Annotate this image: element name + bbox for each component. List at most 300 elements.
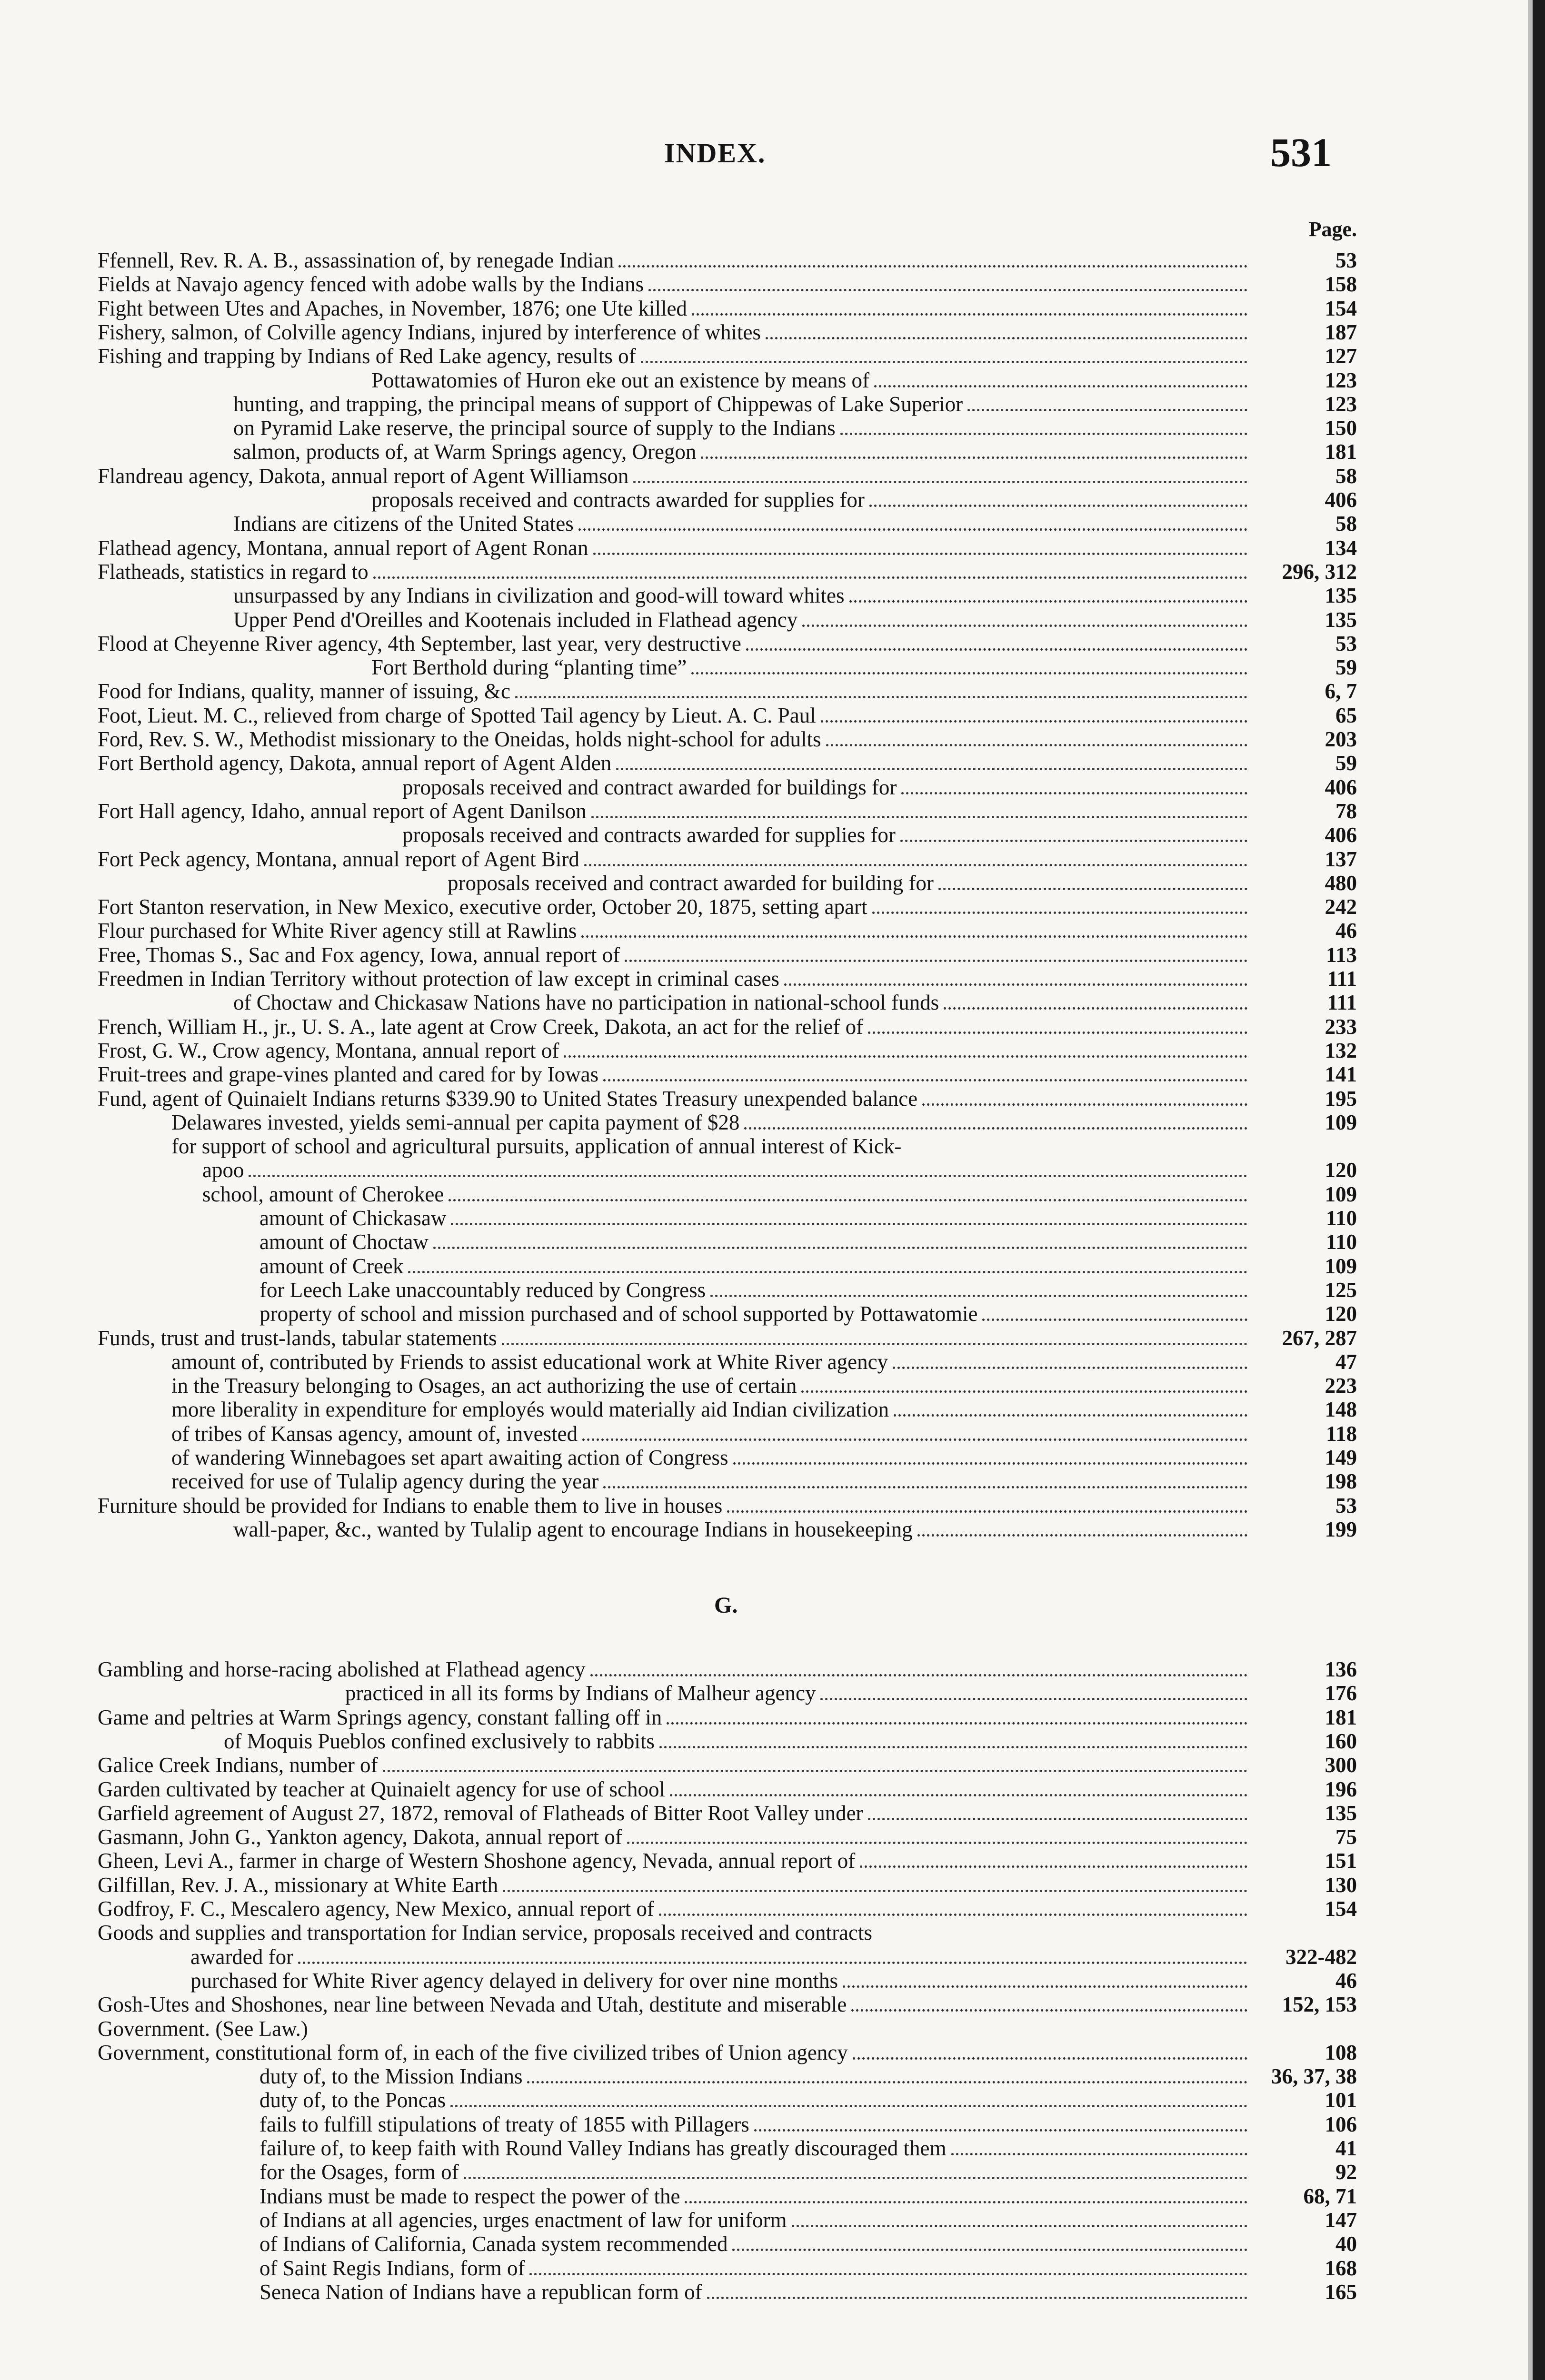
index-entry: [0, 416, 1545, 440]
entry-text: Gasmann, John G., Yankton agency, Dakota, annual report of: [98, 1825, 622, 1849]
dot-leader: [603, 1486, 1247, 1488]
entry-text-line: [98, 943, 1252, 967]
dot-leader: [503, 1890, 1247, 1892]
entry-text-line: [98, 1801, 1252, 1825]
entry-page-ref: 223: [1325, 1374, 1357, 1398]
dot-leader: [692, 313, 1247, 316]
dot-leader: [840, 433, 1247, 435]
entry-text-line: [98, 272, 1252, 297]
entry-text-line: [171, 1134, 1252, 1158]
entry-text: amount of Chickasaw: [259, 1206, 447, 1230]
index-entry: [0, 775, 1545, 799]
entry-page-ref: 75: [1336, 1825, 1357, 1849]
entry-text-line: [171, 1374, 1252, 1398]
entry-text-line: [98, 847, 1252, 872]
dot-leader: [917, 1534, 1247, 1537]
entry-page-ref: 109: [1325, 1111, 1357, 1134]
dot-leader: [450, 2105, 1247, 2107]
entry-text: failure of, to keep faith with Round Valley Indians has greatly discouraged them: [259, 2136, 947, 2160]
entry-text: French, William H., jr., U. S. A., late agent at Crow Creek, Dakota, an act for the relief of: [98, 1015, 864, 1039]
index-entry: [0, 1873, 1545, 1897]
entry-text-line: [98, 704, 1252, 728]
entry-text-line: [402, 823, 1252, 847]
dot-leader: [872, 912, 1247, 914]
entry-text-line: [259, 2280, 1252, 2304]
entry-text-line: [259, 1254, 1252, 1279]
entry-text: for support of school and agricultural pursuits, application of annual interest of Kick-: [171, 1134, 902, 1158]
index-entry: [0, 2160, 1545, 2184]
entry-page-ref: 195: [1325, 1087, 1357, 1111]
dot-leader: [893, 1367, 1247, 1369]
section-letter-g: G.: [714, 1593, 738, 1618]
index-entry: [0, 847, 1545, 871]
dot-leader: [710, 1295, 1247, 1297]
entry-text: Indians are citizens of the United States: [233, 512, 574, 536]
entry-page-ref: 65: [1336, 704, 1357, 727]
index-entry: [0, 512, 1545, 536]
index-entry: [0, 1039, 1545, 1062]
index-entry: [0, 799, 1545, 823]
entry-page-ref: 296, 312: [1282, 560, 1357, 584]
entry-text: Government, constitutional form of, in each of the five civilized tribes of Union agency: [98, 2041, 848, 2064]
entry-text: Fishery, salmon, of Colville agency Indians, injured by interference of whites: [98, 320, 761, 344]
dot-leader: [868, 1031, 1247, 1034]
index-entry: [0, 1469, 1545, 1493]
index-entry: [0, 1278, 1545, 1302]
index-entry: [0, 1706, 1545, 1729]
entry-text-line: [259, 2064, 1252, 2089]
dot-leader: [449, 1199, 1247, 1201]
dot-leader: [618, 265, 1247, 268]
dot-leader: [820, 1698, 1247, 1700]
entry-text: Ford, Rev. S. W., Methodist missionary to the Oneidas, holds night-school for adults: [98, 727, 821, 751]
entry-page-ref: 106: [1325, 2112, 1357, 2136]
entry-text-line: [98, 297, 1252, 321]
entry-page-ref: 59: [1336, 751, 1357, 775]
entry-text: amount of, contributed by Friends to assist educational work at White River agency: [171, 1350, 888, 1374]
index-entry: [0, 2112, 1545, 2136]
entry-text-line: [259, 2232, 1252, 2256]
dot-leader: [802, 625, 1247, 627]
entry-page-ref: 181: [1325, 1706, 1357, 1729]
entry-text-line: [233, 512, 1252, 536]
entry-text-line: [98, 967, 1252, 991]
entry-page-ref: 78: [1336, 799, 1357, 823]
entry-text-line: [98, 248, 1252, 273]
index-entry: [0, 1921, 1545, 1944]
entry-text: of Indians of California, Canada system recommended: [259, 2232, 728, 2256]
dot-leader: [733, 1462, 1247, 1465]
index-entry: [0, 991, 1545, 1014]
entry-text: Pottawatomies of Huron eke out an existence by means of: [371, 368, 869, 392]
entry-page-ref: 68, 71: [1303, 2184, 1357, 2208]
entry-page-ref: 300: [1325, 1753, 1357, 1777]
entry-page-ref: 233: [1325, 1015, 1357, 1039]
entry-text-line: [448, 871, 1252, 895]
entry-text: for Leech Lake unaccountably reduced by Congress: [259, 1278, 706, 1302]
entry-text-line: [98, 536, 1252, 560]
entry-page-ref: 137: [1325, 847, 1357, 871]
entry-page-ref: 36, 37, 38: [1271, 2064, 1357, 2088]
entry-text-line: [98, 1039, 1252, 1063]
dot-leader: [667, 1722, 1247, 1725]
entry-page-ref: 120: [1325, 1302, 1357, 1326]
entry-page-ref: 154: [1325, 1897, 1357, 1921]
entry-page-ref: 125: [1325, 1278, 1357, 1302]
entry-page-ref: 141: [1325, 1062, 1357, 1086]
entry-text-line: [224, 1729, 1252, 1754]
dot-leader: [641, 361, 1247, 363]
entry-page-ref: 109: [1325, 1182, 1357, 1206]
index-entry: [0, 536, 1545, 560]
entry-text-line: [171, 1111, 1252, 1135]
entry-page-ref: 165: [1325, 2280, 1357, 2304]
dot-leader: [515, 696, 1247, 698]
entry-page-ref: 158: [1325, 272, 1357, 296]
entry-page-ref: 113: [1326, 943, 1357, 967]
entry-page-ref: 135: [1325, 1801, 1357, 1825]
dot-leader: [951, 2153, 1247, 2155]
entry-text: duty of, to the Mission Indians: [259, 2064, 523, 2088]
index-entry: [0, 608, 1545, 632]
entry-text-line: [371, 368, 1252, 393]
entry-page-ref: 46: [1336, 919, 1357, 942]
entry-page-ref: 176: [1325, 1681, 1357, 1705]
entry-text-line: [371, 488, 1252, 512]
index-entry: [0, 1897, 1545, 1921]
index-entry: [0, 1993, 1545, 2016]
entry-text-line: [190, 1969, 1252, 1993]
index-entry: [0, 2088, 1545, 2112]
index-entry: [0, 895, 1545, 919]
entry-page-ref: 6, 7: [1325, 679, 1357, 703]
dot-leader: [502, 1343, 1247, 1345]
entry-text-line: [98, 751, 1252, 775]
entry-page-ref: 242: [1325, 895, 1357, 919]
entry-text-line: [171, 1350, 1252, 1374]
dot-leader: [451, 1223, 1247, 1225]
index-entry: [0, 1657, 1545, 1681]
page-title: INDEX.: [664, 138, 766, 169]
entry-text: Foot, Lieut. M. C., relieved from charge of Spotted Tail agency by Lieut. A. C. Paul: [98, 704, 816, 727]
dot-leader: [851, 2009, 1247, 2012]
entry-text: Fishing and trapping by Indians of Red Lake agency, results of: [98, 344, 636, 368]
entry-text-line: [259, 2112, 1252, 2137]
index-entry: [0, 1182, 1545, 1206]
entry-text-line: [98, 895, 1252, 919]
entry-text-line: [98, 1897, 1252, 1921]
entry-page-ref: 58: [1336, 512, 1357, 536]
index-entry: [0, 1517, 1545, 1541]
dot-leader: [853, 2057, 1247, 2060]
entry-text: Seneca Nation of Indians have a republican form of: [259, 2280, 702, 2304]
entry-text-line: [171, 1469, 1252, 1494]
entry-page-ref: 147: [1325, 2208, 1357, 2232]
entry-text-line: [98, 1062, 1252, 1087]
entry-text-line: [98, 1494, 1252, 1518]
entry-text-line: [98, 464, 1252, 488]
dot-leader: [627, 1842, 1247, 1844]
entry-text-line: [98, 2017, 1252, 2041]
entry-text: Food for Indians, quality, manner of issuing, &c: [98, 679, 510, 703]
dot-leader: [464, 2177, 1247, 2179]
index-entry: [0, 1801, 1545, 1825]
entry-text: proposals received and contract awarded for building for: [448, 871, 934, 895]
entry-page-ref: 149: [1325, 1446, 1357, 1469]
entry-page-ref: 199: [1325, 1517, 1357, 1541]
entry-page-ref: 123: [1325, 368, 1357, 392]
entry-text: fails to fulfill stipulations of treaty of 1855 with Pillagers: [259, 2112, 749, 2136]
entry-text: Funds, trust and trust-lands, tabular statements: [98, 1326, 497, 1350]
dot-leader: [967, 409, 1247, 411]
entry-text-line: [98, 919, 1252, 943]
dot-leader: [408, 1271, 1247, 1273]
entry-page-ref: 53: [1336, 1494, 1357, 1517]
entry-page-ref: 101: [1325, 2088, 1357, 2112]
entry-text-line: [345, 1681, 1252, 1706]
entry-page-ref: 148: [1325, 1398, 1357, 1421]
dot-leader: [843, 1985, 1247, 1988]
entry-text: purchased for White River agency delayed in delivery for over nine months: [190, 1969, 838, 1993]
index-entry: [0, 823, 1545, 847]
entry-text: Garden cultivated by teacher at Quinaielt agency for use of school: [98, 1777, 666, 1801]
entry-text-line: [98, 1326, 1252, 1350]
dot-leader: [938, 888, 1247, 890]
index-entry: [0, 560, 1545, 584]
entry-page-ref: 198: [1325, 1469, 1357, 1493]
entry-text: in the Treasury belonging to Osages, an act authorizing the use of certain: [171, 1374, 797, 1398]
index-entry: [0, 2208, 1545, 2232]
entry-text: proposals received and contracts awarded for supplies for: [402, 823, 896, 847]
entry-text-line: [371, 655, 1252, 680]
entry-page-ref: 480: [1325, 871, 1357, 895]
dot-leader: [648, 289, 1247, 291]
entry-text: Frost, G. W., Crow agency, Montana, annual report of: [98, 1039, 559, 1062]
entry-text-line: [202, 1158, 1252, 1182]
dot-leader: [982, 1319, 1247, 1321]
entry-text-line: [233, 392, 1252, 416]
entry-text: amount of Choctaw: [259, 1230, 429, 1254]
entry-text: Game and peltries at Warm Springs agency, constant falling off in: [98, 1706, 662, 1729]
entry-text-line: [190, 1945, 1252, 1969]
index-entry: [0, 2256, 1545, 2280]
entry-text: Gambling and horse-racing abolished at Flathead agency: [98, 1657, 586, 1681]
index-entry: [0, 632, 1545, 655]
entry-page-ref: 132: [1325, 1039, 1357, 1062]
dot-leader: [744, 1127, 1247, 1130]
dot-leader: [582, 1438, 1247, 1441]
entry-text: proposals received and contracts awarded for supplies for: [371, 488, 865, 512]
entry-page-ref: 46: [1336, 1969, 1357, 1993]
entry-page-ref: 136: [1325, 1657, 1357, 1681]
entry-text: Furniture should be provided for Indians to enable them to live in houses: [98, 1494, 723, 1517]
index-entry: [0, 1350, 1545, 1374]
entry-text-line: [98, 1921, 1252, 1944]
index-entry: [0, 344, 1545, 368]
entry-page-ref: 118: [1326, 1422, 1357, 1446]
index-entry: [0, 1494, 1545, 1517]
entry-page-ref: 134: [1325, 536, 1357, 560]
entry-text: Fund, agent of Quinaielt Indians returns $339.90 to United States Treasury unexpended balance: [98, 1087, 918, 1111]
index-entry: [0, 1398, 1545, 1421]
index-entry: [0, 1230, 1545, 1254]
entry-page-ref: 111: [1327, 991, 1357, 1014]
entry-text-line: [402, 775, 1252, 800]
entry-text-line: [98, 1849, 1252, 1873]
entry-page-ref: 151: [1325, 1849, 1357, 1873]
entry-text: amount of Creek: [259, 1254, 404, 1278]
dot-leader: [616, 768, 1247, 770]
entry-page-ref: 59: [1336, 655, 1357, 679]
entry-page-ref: 92: [1336, 2160, 1357, 2184]
entry-text-line: [259, 2088, 1252, 2112]
entry-text: of Choctaw and Chickasaw Nations have no participation in national-school funds: [233, 991, 939, 1014]
dot-leader: [691, 672, 1247, 674]
index-entry: [0, 440, 1545, 464]
dot-leader: [922, 1103, 1247, 1106]
index-entry: [0, 584, 1545, 607]
entry-text: of tribes of Kansas agency, amount of, invested: [171, 1422, 578, 1446]
dot-leader: [685, 2201, 1247, 2203]
entry-page-ref: 110: [1326, 1230, 1357, 1254]
dot-leader: [373, 576, 1247, 579]
index-entry: [0, 1969, 1545, 1993]
index-entry: [0, 871, 1545, 895]
dot-leader: [801, 1390, 1247, 1393]
entry-page-ref: 152, 153: [1282, 1993, 1357, 2016]
dot-leader: [659, 1746, 1247, 1748]
entry-text: Flatheads, statistics in regard to: [98, 560, 369, 584]
page-header: [0, 129, 1545, 186]
dot-leader: [754, 2129, 1247, 2132]
entry-text: Indians must be made to respect the power of the: [259, 2184, 680, 2208]
entry-page-ref: 110: [1326, 1206, 1357, 1230]
dot-leader: [727, 1510, 1247, 1513]
entry-text: of wandering Winnebagoes set apart awaiting action of Congress: [171, 1446, 728, 1469]
entry-page-ref: 267, 287: [1282, 1326, 1357, 1350]
entry-page-ref: 181: [1325, 440, 1357, 464]
entry-page-ref: 120: [1325, 1158, 1357, 1182]
entry-page-ref: 406: [1325, 488, 1357, 512]
entry-text-line: [171, 1422, 1252, 1446]
index-entry: [0, 2184, 1545, 2208]
entry-page-ref: 203: [1325, 727, 1357, 751]
entry-text: Flandreau agency, Dakota, annual report of Agent Williamson: [98, 464, 629, 488]
index-entry: [0, 1825, 1545, 1849]
entry-text: Fight between Utes and Apaches, in November, 1876; one Ute killed: [98, 297, 687, 320]
dot-leader: [584, 864, 1247, 866]
dot-leader: [578, 528, 1247, 531]
entry-text: Gosh-Utes and Shoshones, near line between Nevada and Utah, destitute and miserable: [98, 1993, 847, 2016]
entry-page-ref: 109: [1325, 1254, 1357, 1278]
dot-leader: [383, 1770, 1247, 1772]
entry-page-ref: 154: [1325, 297, 1357, 320]
entry-page-ref: 58: [1336, 464, 1357, 488]
entry-text-line: [233, 440, 1252, 464]
dot-leader: [701, 456, 1247, 459]
dot-leader: [732, 2249, 1247, 2251]
index-entry: [0, 2017, 1545, 2041]
index-entry: [0, 1134, 1545, 1158]
entry-text: Fort Berthold agency, Dakota, annual report of Agent Alden: [98, 751, 612, 775]
index-entry: [0, 272, 1545, 296]
entry-text-line: [233, 991, 1252, 1015]
index-entry: [0, 967, 1545, 991]
entry-page-ref: 108: [1325, 2041, 1357, 2064]
index-entry: [0, 704, 1545, 727]
dot-leader: [894, 1414, 1247, 1417]
entry-text: Gheen, Levi A., farmer in charge of Western Shoshone agency, Nevada, annual report of: [98, 1849, 856, 1873]
entry-text-line: [98, 1777, 1252, 1802]
entry-text: Upper Pend d'Oreilles and Kootenais included in Flathead agency: [233, 608, 798, 632]
dot-leader: [433, 1247, 1247, 1249]
dot-leader: [874, 385, 1247, 387]
entry-text: property of school and mission purchased and of school supported by Pottawatomie: [259, 1302, 978, 1326]
entry-text: salmon, products of, at Warm Springs agency, Oregon: [233, 440, 697, 464]
entry-text-line: [98, 1825, 1252, 1849]
entry-text-line: [98, 1087, 1252, 1111]
dot-leader: [659, 1914, 1247, 1916]
entry-text-line: [98, 799, 1252, 823]
entry-page-ref: 150: [1325, 416, 1357, 440]
entry-text: duty of, to the Poncas: [259, 2088, 446, 2112]
dot-leader: [944, 1007, 1247, 1010]
entry-text-line: [259, 2136, 1252, 2161]
entry-text: apoo: [202, 1158, 244, 1182]
index-entry: [0, 943, 1545, 967]
index-entry: [0, 1446, 1545, 1469]
entry-page-ref: 168: [1325, 2256, 1357, 2280]
entry-text: hunting, and trapping, the principal means of support of Chippewas of Lake Superior: [233, 392, 963, 416]
entry-page-ref: 135: [1325, 608, 1357, 632]
index-entry: [0, 1062, 1545, 1086]
index-entry: [0, 2136, 1545, 2160]
entry-text-line: [259, 1230, 1252, 1254]
dot-leader: [869, 505, 1247, 507]
index-entry: [0, 2041, 1545, 2064]
page-column-label: Page.: [1308, 218, 1357, 241]
entry-text-line: [98, 344, 1252, 368]
dot-leader: [900, 840, 1247, 842]
index-entry: [0, 1206, 1545, 1230]
index-entry: [0, 1302, 1545, 1326]
entry-page-ref: 406: [1325, 775, 1357, 799]
entry-text-line: [171, 1398, 1252, 1422]
dot-leader: [766, 337, 1247, 339]
index-entry: [0, 655, 1545, 679]
entry-text: Goods and supplies and transportation for Indian service, proposals received and contracts: [98, 1921, 873, 1944]
dot-leader: [670, 1794, 1247, 1796]
entry-text: received for use of Tulalip agency during the year: [171, 1469, 599, 1493]
dot-leader: [625, 960, 1247, 962]
entry-text: Flood at Cheyenne River agency, 4th September, last year, very destructive: [98, 632, 741, 655]
entry-page-ref: 53: [1336, 248, 1357, 272]
entry-text-line: [259, 2160, 1252, 2184]
entry-text: Flathead agency, Montana, annual report of Agent Ronan: [98, 536, 588, 560]
entry-text-line: [259, 1302, 1252, 1326]
entry-text-line: [233, 584, 1252, 608]
dot-leader: [901, 792, 1247, 794]
entry-text: Fort Berthold during “planting time”: [371, 655, 687, 679]
index-entry: [0, 1111, 1545, 1134]
entry-text-line: [98, 560, 1252, 584]
index-entry: [0, 392, 1545, 416]
entry-text: Fruit-trees and grape-vines planted and cared for by Iowas: [98, 1062, 599, 1086]
dot-leader: [581, 935, 1247, 938]
entry-text: Fort Hall agency, Idaho, annual report of Agent Danilson: [98, 799, 587, 823]
index-entry: [0, 248, 1545, 272]
entry-text: Free, Thomas S., Sac and Fox agency, Iowa, annual report of: [98, 943, 620, 967]
